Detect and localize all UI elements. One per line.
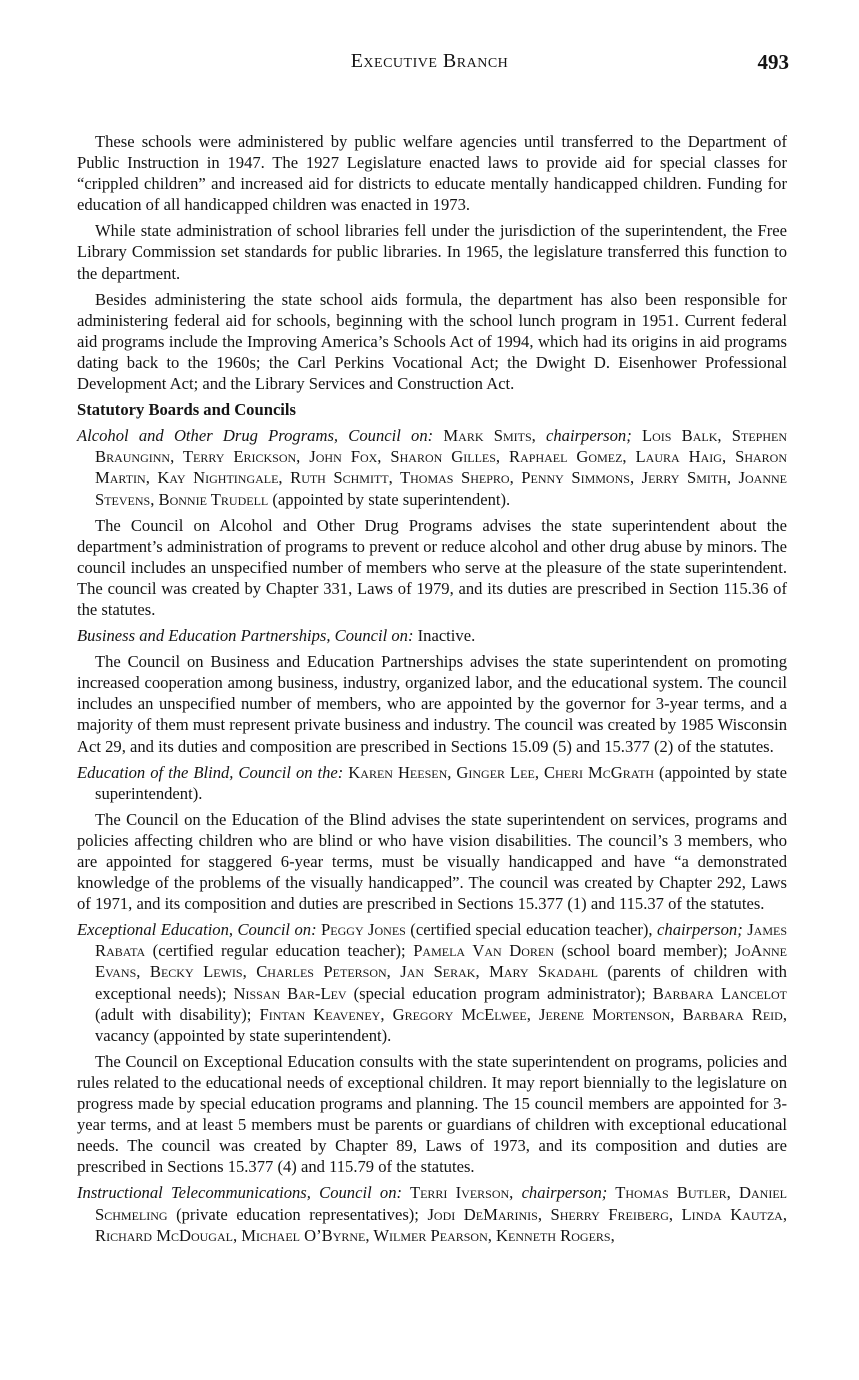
- council-entry-alcohol-drug: [77, 425, 787, 509]
- council-members: Lois Balk, Stephen Braunginn, Terry Erickson, John Fox, Sharon Gilles, Raphael Gomez, Laura Haig, Sharon Martin, Kay Nightingale, Ruth Schmitt, Thomas Shepro, Penny Simmons, Jerry Smith, Joanne Stevens, Bonnie Trudell: [95, 426, 787, 509]
- member-role-note: (certified regular education teacher);: [145, 941, 414, 961]
- council-members: Thomas Butler, Daniel Schmeling: [95, 1183, 787, 1224]
- council-name: Education of the Blind, Council on the:: [77, 762, 344, 782]
- intro-paragraph: Besides administering the state school aids formula, the department has also been responsible for administering federal aid for schools, beginning with the school lunch program in 1951. Current federal aid programs include the Improving America’s Schools Act of 1994, which had its origins in aid programs dating back to the 1960s; the Carl Perkins Vocational Act; the Dwight D. Eisenhower Professional Development Act; and the Library Services and Construction Act.: [77, 289, 787, 394]
- council-member: Peggy Jones: [316, 920, 406, 940]
- page-number: 493: [757, 50, 789, 74]
- member-role-note: (school board member);: [553, 941, 736, 961]
- chairperson-label: chairperson;: [521, 1183, 608, 1203]
- chairperson-label: chairperson;: [546, 426, 632, 446]
- member-role-note: (certified special education teacher),: [405, 920, 658, 940]
- council-member: Terri Iverson,: [402, 1183, 522, 1203]
- member-role-note: (adult with disability);: [95, 1004, 260, 1024]
- intro-paragraph: While state administration of school libraries fell under the jurisdiction of the superintendent, the Free Library Commission set standards for public libraries. In 1965, the legislature transferred this function to the department.: [77, 221, 787, 283]
- running-head: [0, 50, 859, 78]
- council-description: The Council on the Education of the Blind advises the state superintendent on services, programs and policies affecting children who are blind or who have vision disabilities. The council’s 3 members, who are appointed for staggered 6-year terms, must be visually handicapped and have “a demonstrated knowledge of the problems of the visually handicapped”. The council was created by Chapter 292, Laws of 1971, and its composition and duties are prescribed in Sections 15.377 (1) and 115.37 of the statutes.: [77, 809, 787, 914]
- appointment-note: , vacancy (appointed by state superintendent).: [95, 1004, 787, 1045]
- council-members: Karen Heesen, Ginger Lee, Cheri McGrath: [343, 762, 655, 782]
- member-role-note: (parents of children with exceptional needs);: [95, 962, 787, 1003]
- council-entry-exceptional-education: [77, 919, 787, 1046]
- council-member: Barbara Lancelot: [652, 983, 787, 1003]
- appointment-note: (appointed by state superintendent).: [95, 762, 787, 803]
- council-description: The Council on Alcohol and Other Drug Programs advises the state superintendent about the department’s administration of programs to prevent or reduce alcohol and other drug abuse by minors. The council includes an unspecified number of members who serve at the pleasure of the state superintendent. The council was created by Chapter 331, Laws of 1979, and its duties are prescribed in Section 115.36 of the statutes.: [77, 515, 787, 619]
- council-name: Exceptional Education, Council on:: [77, 920, 317, 940]
- page-body: [77, 131, 787, 1251]
- council-member: Pamela Van Doren: [413, 941, 554, 961]
- intro-paragraph: These schools were administered by public welfare agencies until transferred to the Department of Public Instruction in 1947. The 1927 Legislature enacted laws to provide aid for special classes for “crippled children” and increased aid for districts to educate mentally handicapped children. Funding for education of all handicapped children was enacted in 1973.: [77, 132, 787, 215]
- council-entry-instructional-telecom: [77, 1182, 787, 1245]
- council-members: Mark Smits,: [433, 426, 546, 446]
- council-status: Inactive.: [413, 626, 476, 646]
- member-role-note: (special education program administrator);: [346, 983, 653, 1003]
- council-entry-business-education: [77, 625, 787, 646]
- appointment-note: (appointed by state superintendent).: [268, 489, 511, 509]
- council-member: Nissan Bar-Lev: [233, 983, 347, 1003]
- council-name: Instructional Telecommunications, Council on:: [77, 1183, 403, 1203]
- section-heading: Statutory Boards and Councils: [77, 400, 296, 420]
- section-title: Executive Branch: [350, 50, 509, 72]
- council-members: Jodi DeMarinis, Sherry Freiberg, Linda Kautza, Richard McDougal, Michael O’Byrne, Wilmer Pearson, Kenneth Rogers,: [95, 1204, 787, 1245]
- council-members: Fintan Keaveney, Gregory McElwee, Jerene Mortenson, Barbara Reid: [259, 1004, 783, 1024]
- council-member: James Rabata: [95, 920, 788, 961]
- council-members: JoAnne Evans, Becky Lewis, Charles Peterson, Jan Serak, Mary Skadahl: [95, 941, 788, 982]
- member-role-note: (private education representatives);: [167, 1204, 428, 1224]
- council-description: The Council on Business and Education Partnerships advises the state superintendent on promoting increased cooperation among business, industry, organized labor, and the educational system. The council includes an unspecified number of members, who are appointed by the governor for 3-year terms, and a majority of them must represent private business and industry. The council was created by 1985 Wisconsin Act 29, and its duties and composition are prescribed in Sections 15.09 (5) and 15.377 (2) of the statutes.: [77, 652, 787, 756]
- chairperson-label: chairperson;: [657, 920, 743, 940]
- council-name: Alcohol and Other Drug Programs, Council on:: [77, 426, 434, 446]
- council-name: Business and Education Partnerships, Council on:: [77, 626, 414, 646]
- council-entry-education-blind: [77, 762, 787, 804]
- council-description: The Council on Exceptional Education consults with the state superintendent on programs, policies and rules related to the educational needs of exceptional children. It may report biennially to the legislature on progress made by special education programs and planning. The 15 council members are appointed for 3-year terms, and at least 5 members must be parents or guardians of children with exceptional educational needs. The council was created by Chapter 89, Laws of 1973, and its composition and duties are prescribed in Sections 15.377 (4) and 115.79 of the statutes.: [77, 1051, 787, 1177]
